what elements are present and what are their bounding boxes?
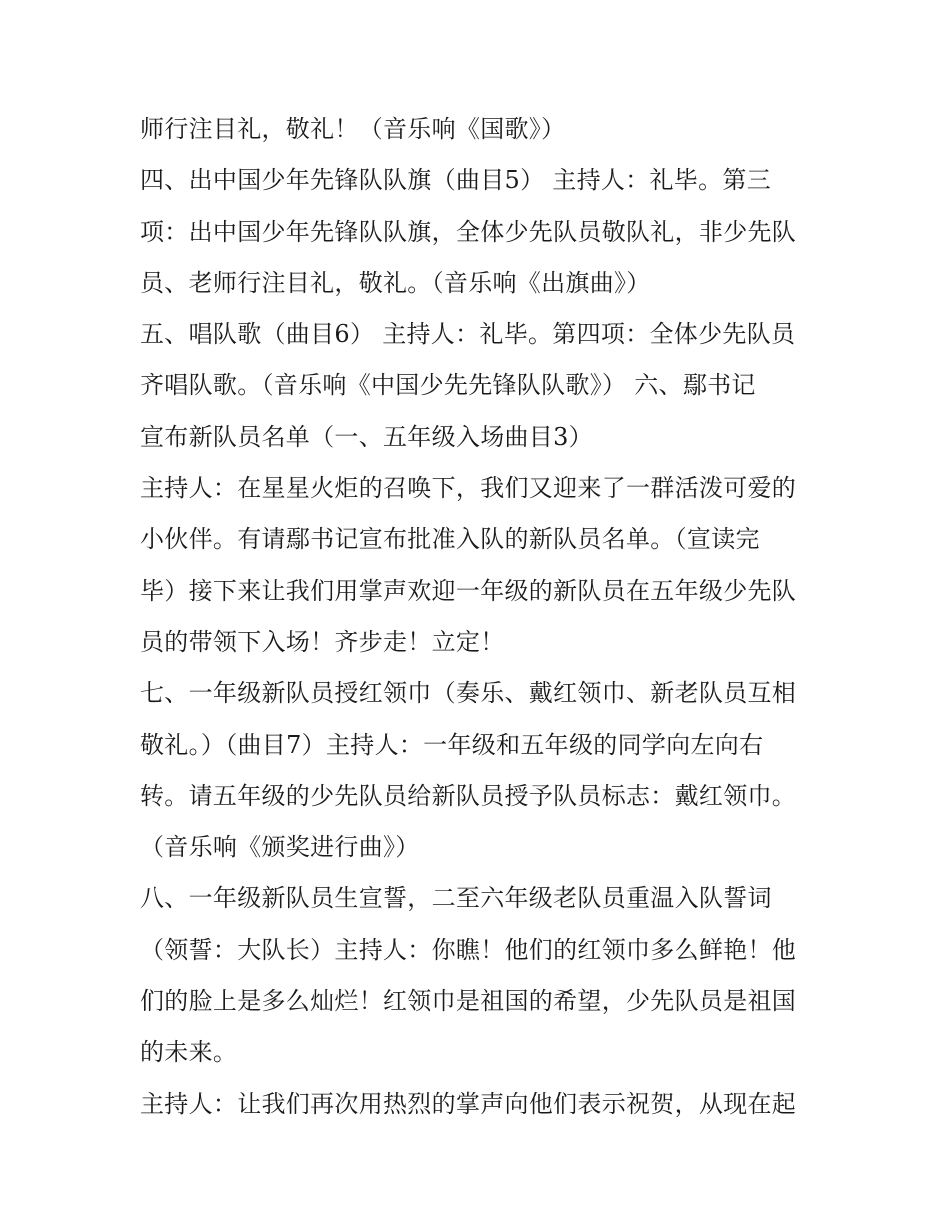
text-line-9: 小伙伴。有请鄢书记宣布批准入队的新队员名单。（宣读完 [140,525,760,554]
text-line-19: 的未来。 [140,1038,238,1067]
document-body [140,104,820,1130]
text-line-4: 员、老师行注目礼，敬礼。（音乐响《出旗曲》） [140,268,651,297]
text-line-8: 主持人：在星星火炬的召唤下，我们又迎来了一群活泼可爱的 [140,474,797,503]
text-line-16: 八、一年级新队员生宣誓，二至六年级老队员重温入队誓词 [140,884,772,913]
text-line-17: （领誓：大队长）主持人：你瞧！他们的红领巾多么鲜艳！他 [140,935,797,964]
text-line-5: 五、唱队歌（曲目6） 主持人：礼毕。第四项：全体少先队员 [140,320,796,349]
text-line-3: 项：出中国少年先锋队队旗，全体少先队员敬队礼，非少先队 [140,217,797,246]
text-line-7: 宣布新队员名单（一、五年级入场曲目3） [140,422,593,451]
text-line-10: 毕）接下来让我们用掌声欢迎一年级的新队员在五年级少先队 [140,576,797,605]
text-line-12: 七、一年级新队员授红领巾（奏乐、戴红领巾、新老队员互相 [140,679,797,708]
text-line-14: 转。请五年级的少先队员给新队员授予队员标志：戴红领巾。 [140,781,797,810]
text-line-20: 主持人：让我们再次用热烈的掌声向他们表示祝贺，从现在起 [140,1089,797,1118]
text-line-1: 师行注目礼，敬礼！（音乐响《国歌》） [140,115,566,143]
text-line-6: 齐唱队歌。（音乐响《中国少先先锋队队歌》） 六、鄢书记 [140,371,756,400]
text-line-11: 员的带领下入场！齐步走！立定！ [140,627,505,656]
text-line-18: 们的脸上是多么灿烂！红领巾是祖国的希望，少先队员是祖国 [140,987,797,1016]
text-line-2: 四、出中国少年先锋队队旗（曲目5） 主持人：礼毕。第三 [140,166,771,195]
text-line-13: 敬礼。）（曲目7）主持人：一年级和五年级的同学向左向右 [140,730,764,759]
text-line-15: （音乐响《颁奖进行曲》） [140,833,420,862]
